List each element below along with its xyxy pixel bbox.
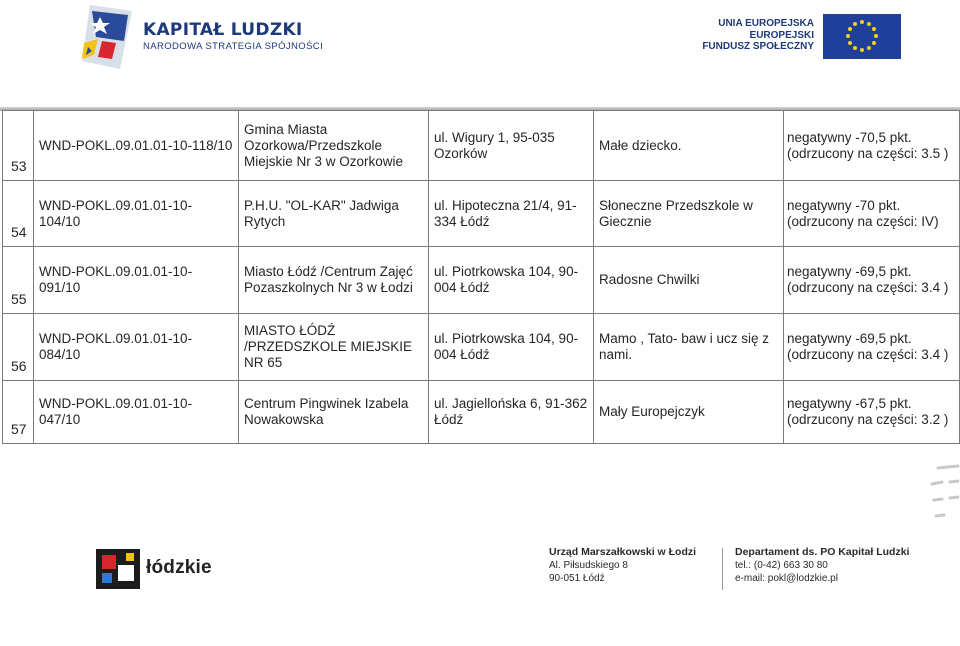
application-number: WND-POKL.09.01.01-10-104/10 (34, 181, 239, 247)
urzad-title: Urząd Marszałkowski w Łodzi (549, 546, 697, 558)
row-number: 56 (3, 314, 34, 381)
applicant-address: ul. Piotrkowska 104, 90-004 Łódź (429, 314, 594, 381)
project-title: Mamo , Tato- baw i ucz się z nami. (594, 314, 784, 381)
application-number: WND-POKL.09.01.01-10-047/10 (34, 381, 239, 444)
evaluation-result: negatywny -67,5 pkt.(odrzucony na części: 3.2 ) (784, 381, 960, 444)
ue-line-2: EUROPEJSKI (749, 29, 814, 41)
row-number: 55 (3, 247, 34, 314)
kapital-ludzki-subtitle: NARODOWA STRATEGIA SPÓJNOŚCI (143, 41, 324, 52)
applicant-name: MIASTO ŁÓDŹ /PRZEDSZKOLE MIEJSKIE NR 65 (239, 314, 429, 381)
department-title: Departament ds. PO Kapitał Ludzki (735, 546, 910, 558)
evaluation-result: negatywny -69,5 pkt.(odrzucony na części: 3.4 ) (784, 247, 960, 314)
ue-line-3: FUNDUSZ SPOŁECZNY (702, 41, 814, 52)
row-number: 54 (3, 181, 34, 247)
applicant-address: ul. Hipoteczna 21/4, 91-334 Łódź (429, 181, 594, 247)
page-footer (0, 540, 960, 620)
applicant-name: P.H.U. "OL-KAR" Jadwiga Rytych (239, 181, 429, 247)
page-header (0, 0, 960, 80)
department-phone: tel.: (0-42) 663 30 80 (735, 560, 828, 571)
lodzkie-name: łódzkie (146, 557, 212, 578)
project-title: Małe dziecko. (594, 111, 784, 181)
department-email: e-mail: pokl@lodzkie.pl (735, 573, 838, 584)
urzad-street: Al. Piłsudskiego 8 (549, 560, 628, 571)
footer-divider (722, 548, 723, 590)
decorative-dashes (928, 460, 960, 530)
project-title: Mały Europejczyk (594, 381, 784, 444)
lodzkie-logo-icon (96, 549, 140, 589)
applicant-name: Miasto Łódź /Centrum Zajęć Pozaszkolnych Nr 3 w Łodzi (239, 247, 429, 314)
urzad-address (549, 546, 696, 585)
evaluation-result: negatywny -70,5 pkt.(odrzucony na części: 3.5 ) (784, 111, 960, 181)
table-row (3, 111, 960, 181)
evaluation-result: negatywny -70 pkt.(odrzucony na części: IV) (784, 181, 960, 247)
row-number: 57 (3, 381, 34, 444)
applicant-address: ul. Jagiellońska 6, 91-362 Łódź (429, 381, 594, 444)
kapital-ludzki-title: KAPITAŁ LUDZKI (143, 20, 303, 40)
applicant-name: Gmina Miasta Ozorkowa/Przedszkole Miejskie Nr 3 w Ozorkowie (239, 111, 429, 181)
table-row (3, 181, 960, 247)
eu-flag-icon (823, 14, 901, 59)
ue-line-1: UNIA EUROPEJSKA (718, 18, 814, 29)
table-row (3, 314, 960, 381)
project-title: Radosne Chwilki (594, 247, 784, 314)
row-number: 53 (3, 111, 34, 181)
projects-table (2, 110, 960, 444)
applicant-name: Centrum Pingwinek Izabela Nowakowska (239, 381, 429, 444)
ue-label (700, 18, 814, 53)
application-number: WND-POKL.09.01.01-10-084/10 (34, 314, 239, 381)
applicant-address: ul. Wigury 1, 95-035 Ozorków (429, 111, 594, 181)
applicant-address: ul. Piotrkowska 104, 90-004 Łódź (429, 247, 594, 314)
kapital-ludzki-logo (80, 3, 140, 73)
table-row (3, 381, 960, 444)
department-contact (735, 546, 909, 585)
application-number: WND-POKL.09.01.01-10-091/10 (34, 247, 239, 314)
evaluation-result: negatywny -69,5 pkt.(odrzucony na części: 3.4 ) (784, 314, 960, 381)
table-row (3, 247, 960, 314)
project-title: Słoneczne Przedszkole w Giecznie (594, 181, 784, 247)
urzad-postal: 90-051 Łódź (549, 573, 605, 584)
application-number: WND-POKL.09.01.01-10-118/10 (34, 111, 239, 181)
